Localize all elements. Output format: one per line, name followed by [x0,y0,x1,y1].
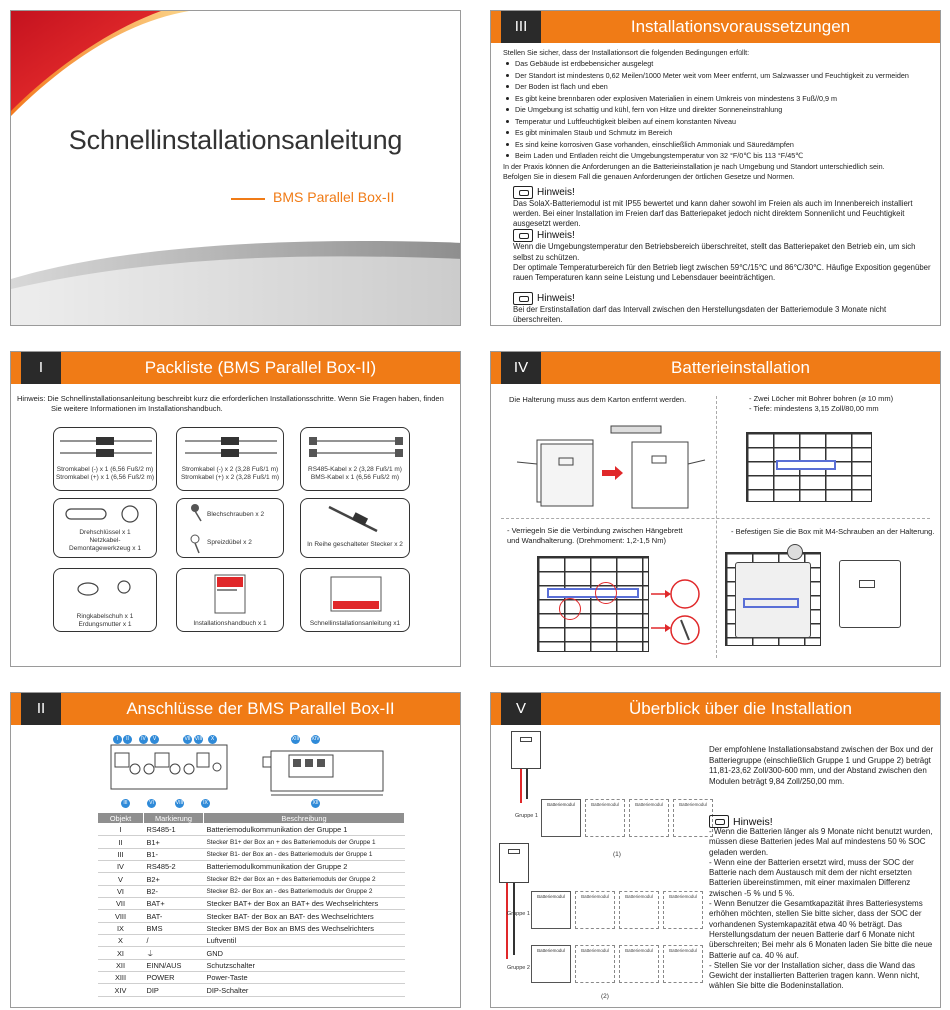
section-number: V [501,693,541,725]
table-row: X / Luftventil [98,935,405,947]
item-caption: Installationshandbuch x 1 [193,620,267,627]
callout-badge: V [150,735,159,744]
callout-badge: I [113,735,122,744]
group-label: Gruppe 2 [507,965,530,971]
step-4-text: - Befestigen Sie die Box mit M4-Schrauben an der Halterung. [731,527,935,536]
table-row: XIII POWER Power-Taste [98,972,405,984]
detail-circle [595,582,617,604]
list-item: Das Gebäude ist erdbebensicher ausgelegt [503,58,932,70]
battery-module-optional: Batteriemodul [575,945,615,983]
battery-module-optional: Batteriemodul [619,945,659,983]
group-label: Gruppe 1 [515,813,538,819]
section-title: Überblick über die Installation [628,699,852,718]
list-item: Es sind keine korrosiven Gase vorhanden, einschließlich Ammoniak und Säuredämpfen [503,139,932,151]
battery-module: Batteriemodul [531,891,571,929]
packlist-hint [17,394,454,414]
bracket-removal-figure [507,420,717,520]
table-row: VI B2- Stecker B2- der Box an - des Batteriemoduls der Gruppe 2 [98,885,405,897]
cover-panel [10,10,461,326]
pack-item-series-connector [300,498,410,558]
item-caption: RS485-Kabel x 2 (3,28 Fuß/1 m) BMS-Kabel x 1 (6,56 Fuß/2 m) [308,466,402,482]
list-item: Der Standort ist mindestens 0,62 Meilen/1000 Meter weit vom Meer entfernt, um Salzwasser und Feuchtigkeit zu vermeiden [503,70,932,82]
hint-line: Sie weitere Informationen im Installationshandbuch. [51,404,223,413]
ring-lug-icon [54,575,158,605]
detail-circle [559,598,581,620]
pointing-hand-icon [513,292,533,305]
table-row: IX BMS Stecker BMS der Box an BMS des Wechselrichters [98,922,405,934]
spacing-paragraph: Der empfohlene Installationsabstand zwischen der Box und der Batteriegruppe (einschließlich Gruppe 1 und Gruppe 2) beträgt 11,81-23,62 Zoll/300-600 mm, und der Abstand zwischen den Modulen beträgt 9,84 Zoll/250,00 mm. [709,745,934,786]
table-row: IV RS485-2 Batteriemodulkommunikation der Gruppe 2 [98,861,405,873]
note-label: Hinweis! [537,292,575,304]
cover-title: Schnellinstallationsanleitung [68,125,403,155]
step-1-text: Die Halterung muss aus dem Karton entfernt werden. [509,395,687,404]
ports-table [97,812,405,997]
pack-item-wrench-tool [53,498,157,558]
screw-icon [183,501,213,557]
requirements-intro: Stellen Sie sicher, dass der Installationsort die folgenden Bedingungen erfüllt: [503,48,750,57]
battery-module-optional: Batteriemodul [663,945,703,983]
callout-badge: XIII [291,736,300,742]
hint-line: Hinweis: Die Schnellinstallationsanleitung beschreibt kurz die erforderlichen Installationsschritte. Wenn Sie Fragen haben, finden [17,394,444,403]
note-text: - Wenn die Batterien länger als 9 Monate nicht benutzt wurden, müssen diese Batterien jedes Mal auf mindestens 50 % SOC geladen werden. - Wenn eine der Batterien ersetzt wird, muss der SOC der Batterie nach dem Austausch mit dem der nicht ersetzten Batterien übereinstimmen, mit einer maximalen Differenz zwischen -5 % und 5 %. - Wenn Benutzer die Gesamtkapazität ihres Batteriesystems erhöhen möchten, stellen Sie bitte sicher, dass der SOC der vorhandenen Systemkapazität etwa 40 % beträgt. Das Herstellungsdatum der neuen Batterie darf 6 Monate nicht überschreiten; Bei mehr als 6 Monaten laden Sie bitte die neue Batterie auf ca. 40 % auf. - Stellen Sie vor der Installation sicher, dass die Wand das Gewicht der installierten Batterien tragen kann. Wenn nicht, wählen Sie bitte die Bodeninstallation. [709,827,933,991]
figure-label: (2) [601,993,609,1000]
quick-guide-icon [301,571,411,615]
cable-icon [177,432,285,462]
list-item: Beim Laden und Entladen reicht die Umgebungstemperatur von 32 °F/0℃ bis 113 °F/45℃ [503,150,932,162]
section-header [491,352,940,384]
list-item: Die Umgebung ist schattig und kühl, fern von Hitze und direkter Sonneneinstrahlung [503,104,932,116]
item-caption: Ringkabelschuh x 1 Erdungsmutter x 1 [76,613,134,629]
battery-module-optional: Batteriemodul [585,799,625,837]
ports-table-wrapper [97,812,405,997]
notes-block [503,186,932,326]
pointing-hand-icon [513,186,533,199]
cover-swoosh-graphic [11,11,461,326]
section-number: II [21,693,61,725]
cable-icon [54,432,158,462]
bolt-detail-figure [651,570,711,667]
list-item: Der Boden ist flach und eben [503,81,932,93]
section-title: Installationsvoraussetzungen [630,17,851,36]
bracket-lock-figure [537,556,649,652]
callout-badge: VIII [194,736,203,742]
table-row: V B2+ Stecker B2+ der Box an + des Batteriemoduls der Gruppe 2 [98,873,405,885]
bracket-highlight [743,598,799,608]
wire-neg [526,769,528,799]
table-header-row [98,813,405,824]
wire-pos [506,883,508,959]
section-i-panel [10,351,461,667]
section-number: III [501,11,541,43]
connector-icon [301,501,411,535]
step-2-text: - Zwei Löcher mit Bohrer bohren (⌀ 10 mm) - Tiefe: mindestens 3,15 Zoll/80,00 mm [749,394,894,413]
callout-badge: VI [147,799,156,808]
item-caption: Spreizdübel x 2 [207,539,252,546]
pack-item-ring-lug-nut [53,568,157,632]
column-header: Objekt [98,813,144,824]
item-caption: Stromkabel (-) x 2 (3,28 Fuß/1 m) Stromkabel (+) x 2 (3,28 Fuß/1 m) [180,466,280,482]
bms-box-side-diagram [261,729,401,809]
pack-item-rs485-bms-cable [300,427,410,491]
note-heading [513,186,932,199]
requirements-block [503,47,932,325]
cover-subtitle: BMS Parallel Box-II [273,189,395,205]
section-title: Packliste (BMS Parallel Box-II) [144,358,377,377]
section-header [491,11,940,43]
requirements-outro: In der Praxis können die Anforderungen an die Batterieinstallation je nach Umgebung und Standort unterschiedlich sein. [503,161,885,171]
step-3-text: - Verriegeln Sie die Verbindung zwischen Hängebrett und Wandhalterung. (Drehmoment: 1,2-1,5 Nm) [507,526,683,545]
callout-badge: IV [139,735,148,744]
battery-module: Batteriemodul [541,799,581,837]
callout-badge: VII [184,736,191,742]
manual-icon [177,571,285,615]
callout-badge: III [121,799,130,808]
note-label: Hinweis! [537,230,575,242]
battery-module-optional: Batteriemodul [673,799,713,837]
wire-neg [513,883,515,955]
battery-module: Batteriemodul [531,945,571,983]
section-iv-panel [490,351,941,667]
section-header [11,352,460,384]
pack-item-screws-anchors [176,498,284,558]
pack-item-power-cable-2m [53,427,157,491]
pointing-hand-icon [513,229,533,242]
column-header: Beschreibung [204,813,405,824]
callout-badge: XIV [311,736,320,742]
section-header [11,693,460,725]
table-row: XI ⏚ GND [98,947,405,959]
bms-box-front [839,560,901,628]
table-row: VII BAT+ Stecker BAT+ der Box an BAT+ des Wechselrichters [98,898,405,910]
section-header [491,693,940,725]
battery-module-optional: Batteriemodul [575,891,615,929]
item-caption: Blechschrauben x 2 [207,511,265,518]
group-label: Gruppe 1 [507,911,530,917]
note-text: Der optimale Temperaturbereich für den Betrieb liegt zwischen 59℃/15℃ und 86℃/30℃. Häufige Exposition gegenüber rauen Temperaturen kann seine Leistung und Lebensdauer beeinträchtigen. [513,262,931,283]
column-header: Markierung [144,813,204,824]
note-label: Hinweis! [537,186,575,198]
bracket-outline [776,460,836,470]
callout-badge: IX [201,799,210,808]
hanging-board [547,588,639,598]
callout-badge: X [208,735,217,744]
bms-box-icon [499,843,529,883]
note-text: Das SolaX-Batteriemodul ist mit IP55 bewertet und kann daher sowohl im Freien als auch im Innenbereich installiert werden. Bei einer Installation im Freien darf das Batteriepaket jedoch nicht direktem Sonnenlicht und Feuchtigkeit ausgesetzt werden. [513,198,913,229]
callouts-bottom [121,799,241,811]
table-row: VIII BAT- Stecker BAT- der Box an BAT- des Wechselrichters [98,910,405,922]
section-number: IV [501,352,541,384]
list-item: Temperatur und Luftfeuchtigkeit bleiben auf einem konstanten Niveau [503,116,932,128]
list-item: Es gibt keine brennbaren oder explosiven Materialien in einem Umkreis von mindestens 3 Fuß//0,9 m [503,93,932,105]
pack-item-quick-guide [300,568,410,632]
item-caption: Drehschlüssel x 1 Netzkabel- Demontagewerkzeug x 1 [69,529,141,553]
note-text: Wenn die Umgebungstemperatur den Betriebsbereich überschreitet, stellt das Batteriepaket den Betrieb ein, um sich selbst zu schützen. [513,242,916,262]
section-title: Batterieinstallation [671,358,810,377]
section-iii-panel [490,10,941,326]
bms-box-label [859,580,875,588]
callouts-top [113,735,253,747]
item-caption: In Reihe geschalteter Stecker x 2 [307,541,403,548]
section-v-panel [490,692,941,1008]
requirements-outro: Befolgen Sie in diesem Fall die genauen Anforderungen der örtlichen Gesetze und Normen. [503,171,795,181]
note-label: Hinweis! [733,815,773,828]
cover-subtitle-rule [231,198,265,200]
table-row: XIV DIP DIP-Schalter [98,984,405,996]
table-row: I RS485-1 Batteriemodulkommunikation der Gruppe 1 [98,824,405,836]
list-item: Es gibt minimalen Staub und Schmutz im Bereich [503,127,932,139]
detail-circle [787,544,803,560]
battery-module-optional: Batteriemodul [663,891,703,929]
note-heading [513,229,932,242]
table-row: II B1+ Stecker B1+ der Box an + des Batteriemoduls der Gruppe 1 [98,836,405,848]
table-row: III B1- Stecker B1- der Box an - des Batteriemoduls der Gruppe 1 [98,848,405,860]
pack-item-power-cable-1m [176,427,284,491]
battery-module-optional: Batteriemodul [619,891,659,929]
bms-box-icon [511,731,541,769]
figure-label: (1) [613,851,621,858]
battery-module-optional: Batteriemodul [629,799,669,837]
section-ii-panel [10,692,461,1008]
callout-badge: XII [312,800,319,806]
cable-icon [301,432,411,462]
note-text: Bei der Erstinstallation darf das Intervall zwischen den Herstellungsdaten der Batteriemodule 3 Monate nicht überschreiten. [513,304,887,324]
pack-item-installation-manual [176,568,284,632]
callout-badge: VIII [175,800,184,806]
wrench-icon [54,501,158,527]
section-title: Anschlüsse der BMS Parallel Box-II [126,699,395,718]
note-heading [513,292,932,305]
callout-badge: II [123,735,132,744]
item-caption: Stromkabel (-) x 1 (6,56 Fuß/2 m) Stromkabel (+) x 1 (6,56 Fuß/2 m) [55,466,155,482]
section-number: I [21,352,61,384]
table-row: XII EINN/AUS Schutzschalter [98,959,405,971]
wire-pos [520,769,522,803]
item-caption: Schnellinstallationsanleitung x1 [309,620,401,627]
requirements-list [503,58,932,162]
